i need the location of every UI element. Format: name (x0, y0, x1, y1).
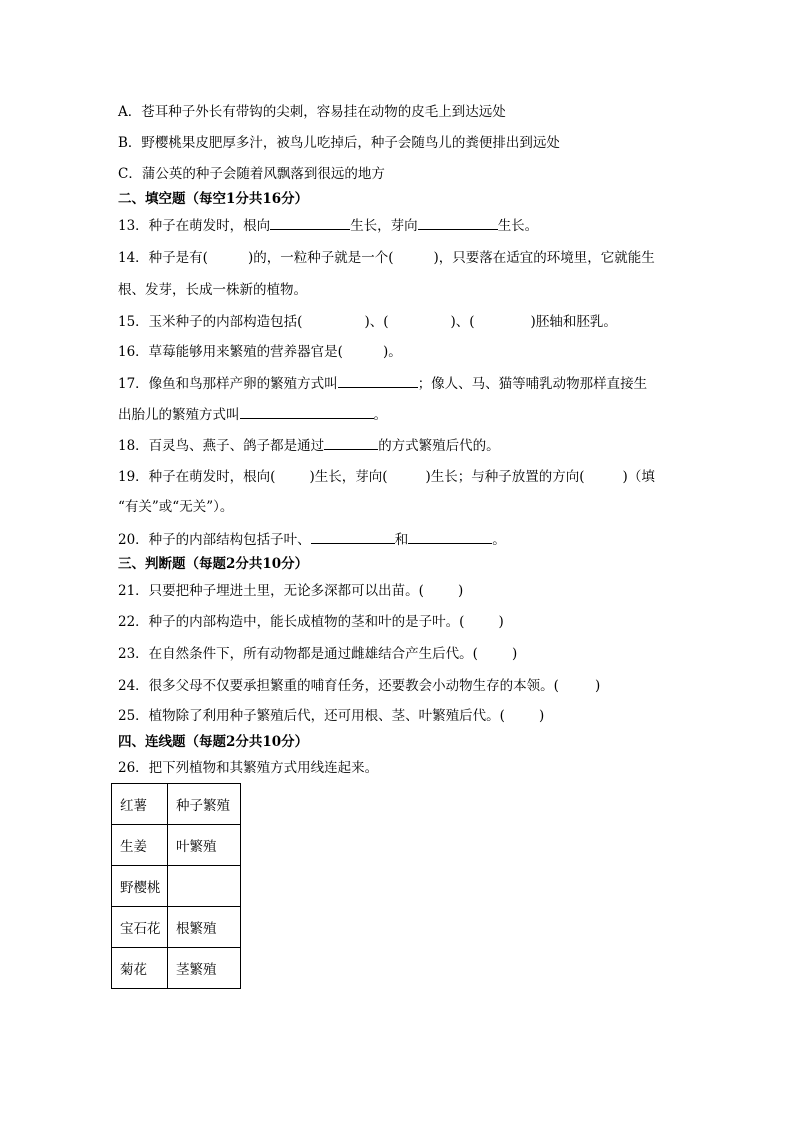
q24-text: 24．很多父母不仅要承担繁重的哺育任务，还要教会小动物生存的本领。( (118, 678, 559, 694)
q13-blank-1[interactable] (270, 217, 350, 230)
question-22 (118, 613, 504, 631)
table-row (112, 825, 241, 866)
q13-part-c: 生长。 (497, 218, 539, 234)
q20-part-b: 和 (394, 532, 409, 548)
question-13 (118, 217, 538, 235)
q24-end: ) (594, 678, 601, 694)
q21-text: 21．只要把种子埋进土里，无论多深都可以出苗。( (118, 583, 424, 599)
q15-part-d: )胚轴和胚乳。 (530, 314, 617, 330)
q19-part-d: )（填 (622, 469, 655, 485)
method-cell[interactable]: 茎繁殖 (168, 948, 241, 989)
method-cell[interactable]: 叶繁殖 (168, 825, 241, 866)
question-25 (118, 707, 544, 725)
plant-cell[interactable]: 野樱桃 (112, 866, 168, 907)
method-cell[interactable]: 根繁殖 (168, 907, 241, 948)
table-row (112, 907, 241, 948)
q18-blank[interactable] (324, 437, 378, 450)
plant-cell[interactable]: 宝石花 (112, 907, 168, 948)
table-row (112, 948, 241, 989)
q19-part-b: )生长，芽向( (309, 469, 388, 485)
q15-part-a: 15．玉米种子的内部构造包括( (118, 314, 303, 330)
plant-cell[interactable]: 红薯 (112, 784, 168, 825)
table-row (112, 784, 241, 825)
question-19 (118, 468, 655, 486)
q15-part-c: )、( (450, 314, 475, 330)
question-16 (118, 343, 402, 361)
option-b: B．野樱桃果皮肥厚多汁，被鸟儿吃掉后，种子会随鸟儿的粪便排出到远处 (118, 135, 560, 151)
q13-part-b: 生长，芽向 (350, 218, 418, 234)
q22-text: 22．种子的内部构造中，能长成植物的茎和叶的是子叶。( (118, 614, 465, 630)
q25-end: ) (538, 708, 545, 724)
question-17-line2 (118, 406, 387, 424)
q16-part-b: )。 (382, 344, 402, 360)
plant-cell[interactable]: 菊花 (112, 948, 168, 989)
q20-blank-1[interactable] (311, 531, 395, 544)
matching-table (111, 783, 241, 989)
question-19-line2: “有关”或“无关”）。 (118, 499, 234, 515)
question-14 (118, 249, 655, 267)
q23-end: ) (511, 646, 518, 662)
question-17 (118, 375, 647, 393)
q22-end: ) (498, 614, 504, 630)
q14-part-c: )，只要落在适宜的环境里，它就能生 (433, 250, 655, 266)
q18-part-b: 的方式繁殖后代的。 (378, 438, 500, 454)
q17-line2-text: 出胎儿的繁殖方式叫 (118, 407, 240, 423)
question-23 (118, 645, 517, 663)
q17-part-c: 。 (373, 407, 387, 423)
q14-part-b: )的，一粒种子就是一个( (247, 250, 394, 266)
q13-part-a: 13．种子在萌发时，根向 (118, 218, 271, 234)
q19-part-a: 19．种子在萌发时，根向( (118, 469, 276, 485)
q20-part-c: 。 (492, 532, 506, 548)
question-14-line2: 根、发芽，长成一株新的植物。 (118, 282, 307, 298)
option-a: A．苍耳种子外长有带钩的尖刺，容易挂在动物的皮毛上到达远处 (118, 104, 506, 120)
question-21 (118, 582, 463, 600)
q23-text: 23．在自然条件下，所有动物都是通过雌雄结合产生后代。( (118, 646, 478, 662)
q17-blank-2[interactable] (240, 406, 374, 419)
q18-part-a: 18．百灵鸟、燕子、鸽子都是通过 (118, 438, 325, 454)
section-judge-title: 三、判断题（每题2分共10分） (118, 556, 309, 572)
q25-text: 25．植物除了利用种子繁殖后代，还可用根、茎、叶繁殖后代。( (118, 708, 505, 724)
option-c: C．蒲公英的种子会随着风飘落到很远的地方 (118, 166, 385, 182)
question-26: 26．把下列植物和其繁殖方式用线连起来。 (118, 760, 379, 776)
plant-cell[interactable]: 生姜 (112, 825, 168, 866)
q13-blank-2[interactable] (418, 217, 498, 230)
question-15 (118, 313, 617, 331)
q14-part-a: 14．种子是有( (118, 250, 208, 266)
method-cell[interactable] (168, 866, 241, 907)
q20-blank-2[interactable] (408, 531, 492, 544)
q17-part-a: 17．像鱼和鸟那样产卵的繁殖方式叫 (118, 376, 338, 392)
question-24 (118, 677, 600, 695)
q17-blank-1[interactable] (338, 375, 418, 388)
table-row (112, 866, 241, 907)
section-match-title: 四、连线题（每题2分共10分） (118, 734, 309, 750)
question-20 (118, 531, 506, 549)
q21-end: ) (457, 583, 464, 599)
q16-part-a: 16．草莓能够用来繁殖的营养器官是( (118, 344, 343, 360)
q15-part-b: )、( (364, 314, 389, 330)
section-fill-in-title: 二、填空题（每空1分共16分） (118, 191, 309, 207)
q19-part-c: )生长；与种子放置的方向( (425, 469, 585, 485)
q20-part-a: 20．种子的内部结构包括子叶、 (118, 532, 311, 548)
method-cell[interactable]: 种子繁殖 (168, 784, 241, 825)
question-18 (118, 437, 500, 455)
q17-part-b: ；像人、马、猫等哺乳动物那样直接生 (417, 376, 648, 392)
